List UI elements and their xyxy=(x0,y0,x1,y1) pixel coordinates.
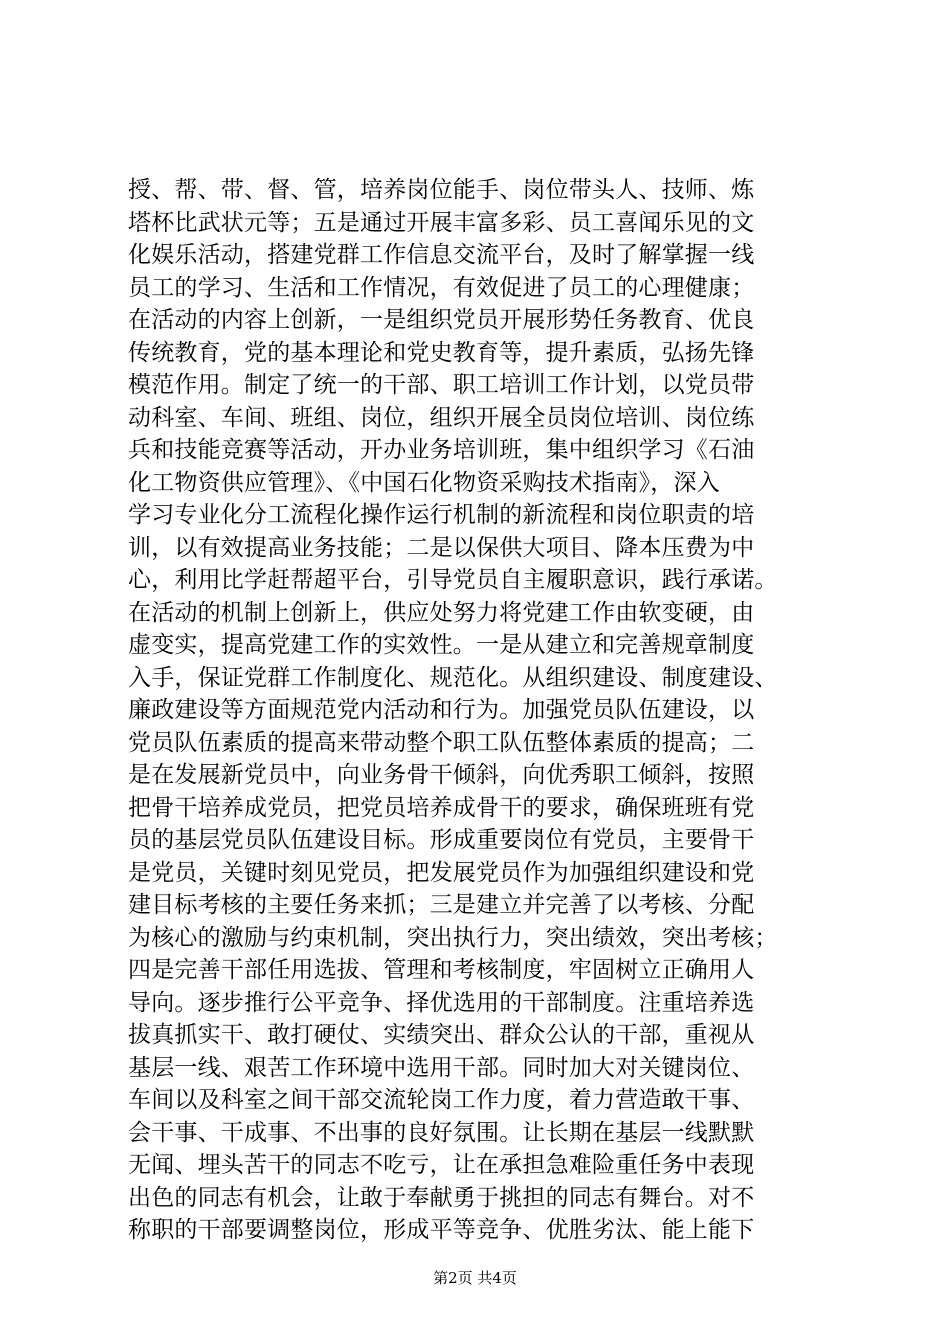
text-line: 心，利用比学赶帮超平台，引导党员自主履职意识，践行承诺。 xyxy=(128,567,778,593)
text-line: 拔真抓实干、敢打硬仗、实绩突出、群众公认的干部，重视从 xyxy=(128,1022,755,1048)
text-line: 为核心的激励与约束机制，突出执行力，突出绩效，突出考核； xyxy=(128,924,778,951)
text-line: 在活动的内容上创新，一是组织党员开展形势任务教育、优良 xyxy=(128,307,755,333)
text-line: 入手，保证党群工作制度化、规范化。从组织建设、制度建设、 xyxy=(128,664,778,691)
text-line: 训，以有效提高业务技能；二是以保供大项目、降本压费为中 xyxy=(128,534,755,561)
text-line: 把骨干培养成党员，把党员培养成骨干的要求，确保班班有党 xyxy=(128,794,755,821)
text-line: 廉政建设等方面规范党内活动和行为。加强党员队伍建设，以 xyxy=(128,697,755,723)
text-line: 在活动的机制上创新上，供应处努力将党建工作由软变硬，由 xyxy=(128,599,755,626)
text-line: 是在发展新党员中，向业务骨干倾斜，向优秀职工倾斜，按照 xyxy=(128,762,755,788)
text-line: 员的基层党员队伍建设目标。形成重要岗位有党员，主要骨干 xyxy=(128,827,755,853)
text-line: 无闻、埋头苦干的同志不吃亏，让在承担急难险重任务中表现 xyxy=(128,1152,755,1178)
text-line: 塔杯比武状元等；五是通过开展丰富多彩、员工喜闻乐见的文 xyxy=(128,209,755,236)
text-line: 兵和技能竞赛等活动，开办业务培训班，集中组织学习《石油 xyxy=(128,437,755,463)
text-line: 导向。逐步推行公平竞争、择优选用的干部制度。注重培养选 xyxy=(128,989,755,1016)
text-line: 会干事、干成事、不出事的良好氛围。让长期在基层一线默默 xyxy=(128,1119,755,1146)
text-line: 建目标考核的主要任务来抓；三是建立并完善了以考核、分配 xyxy=(128,892,755,918)
text-line: 传统教育，党的基本理论和党史教育等，提升素质，弘扬先锋 xyxy=(128,339,755,366)
text-line: 是党员，关键时刻见党员，把发展党员作为加强组织建设和党 xyxy=(128,859,755,886)
text-line: 基层一线、艰苦工作环境中选用干部。同时加大对关键岗位、 xyxy=(128,1054,755,1081)
text-line: 模范作用。制定了统一的干部、职工培训工作计划，以党员带 xyxy=(128,372,755,398)
text-line: 车间以及科室之间干部交流轮岗工作力度，着力营造敢干事、 xyxy=(128,1087,755,1113)
text-line: 虚变实，提高党建工作的实效性。一是从建立和完善规章制度 xyxy=(128,632,755,658)
text-line: 学习专业化分工流程化操作运行机制的新流程和岗位职责的培 xyxy=(128,502,755,528)
body-text xyxy=(128,174,828,1247)
text-line: 化工物资供应管理》、《中国石化物资采购技术指南》，深入 xyxy=(128,469,720,496)
text-line: 出色的同志有机会，让敢于奉献勇于挑担的同志有舞台。对不 xyxy=(128,1184,755,1211)
text-line: 授、帮、带、督、管，培养岗位能手、岗位带头人、技师、炼 xyxy=(128,177,755,203)
text-line: 称职的干部要调整岗位，形成平等竞争、优胜劣汰、能上能下 xyxy=(128,1217,755,1243)
text-line: 员工的学习、生活和工作情况，有效促进了员工的心理健康； xyxy=(128,274,755,301)
text-line: 动科室、车间、班组、岗位，组织开展全员岗位培训、岗位练 xyxy=(128,404,755,431)
text-line: 党员队伍素质的提高来带动整个职工队伍整体素质的提高；二 xyxy=(128,729,755,756)
page-footer: 第2页 共4页 xyxy=(433,1269,517,1287)
text-line: 化娱乐活动，搭建党群工作信息交流平台，及时了解掌握一线 xyxy=(128,242,755,268)
text-line: 四是完善干部任用选拔、管理和考核制度，牢固树立正确用人 xyxy=(128,957,755,983)
